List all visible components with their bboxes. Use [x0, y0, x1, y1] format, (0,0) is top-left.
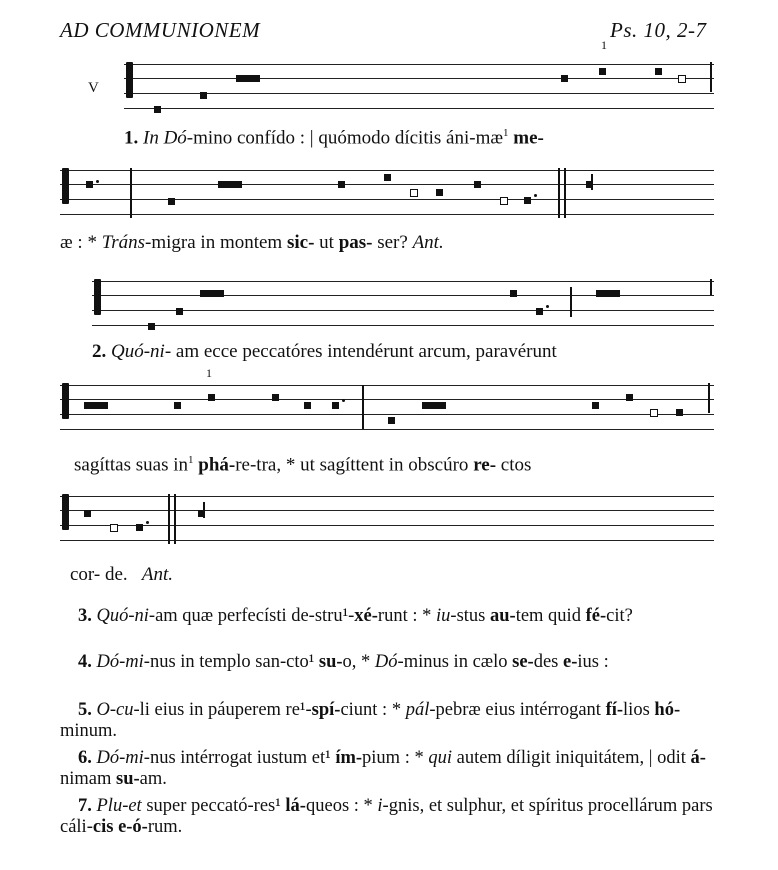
neume-note	[592, 402, 599, 409]
bar-line	[362, 385, 364, 429]
neume-note-hollow	[500, 197, 508, 205]
neume-note	[422, 402, 446, 409]
neume-note	[338, 181, 345, 188]
psalm-reference: Ps. 10, 2-7	[610, 18, 707, 42]
bar-line	[130, 168, 132, 218]
neume-note	[384, 174, 391, 181]
lyric-line-1: 1. In Dó-mino confído : | quómodo dícitis áni-$mæ^1$ me-	[124, 127, 544, 149]
neume-note	[148, 323, 155, 330]
neume-note	[536, 308, 543, 315]
neume-note	[86, 181, 93, 188]
neume-note	[626, 394, 633, 401]
lyric-line-4: sagíttas suas $in^1$ phá-re-tra, * ut sagíttent in obscúro re- ctos	[74, 454, 532, 476]
mode-letter: V	[88, 80, 99, 96]
double-bar-line	[168, 494, 170, 544]
do-clef-icon	[94, 279, 101, 315]
verse-4: 4. Dó-mi-nus in templo san-cto¹ su-o, * Dó-minus in cælo se-des e-ius :	[78, 652, 609, 672]
lyric-line-2: æ : * Tráns-migra in montem sic- ut pas- ser? Ant.	[60, 232, 444, 253]
staff-2	[60, 168, 714, 222]
neume-note	[218, 181, 242, 188]
page-title: AD COMMUNIONEM	[60, 18, 261, 42]
neume-note	[561, 75, 568, 82]
staff-4	[60, 383, 714, 437]
neume-note	[176, 308, 183, 315]
neume-note	[272, 394, 279, 401]
lyric-line-5: cor- de. Ant.	[70, 564, 174, 585]
bar-line	[570, 287, 572, 317]
reference-marker: 1	[601, 38, 607, 52]
do-clef-icon	[62, 494, 69, 530]
neume-note	[510, 290, 517, 297]
accent-marker: 1	[206, 366, 212, 380]
neume-note	[208, 394, 215, 401]
staff-3	[92, 279, 714, 333]
do-clef-icon	[62, 168, 69, 204]
neume-note	[436, 189, 443, 196]
verse-7: 7. Plu-et super peccató-res¹ lá-queos : * i-gnis, et sulphur, et spíritus procellárum pars cáli-cis e-ó-rum.	[60, 796, 713, 837]
neume-note	[84, 402, 108, 409]
neume-note	[136, 524, 143, 531]
neume-note	[388, 417, 395, 424]
verse-6: 6. Dó-mi-nus intérrogat iustum et¹ ím-pium : * qui autem díligit iniquitátem, | odit á-nimam su-am.	[60, 748, 706, 789]
bar-line	[710, 62, 712, 92]
neume-note	[332, 402, 339, 409]
staff-5	[60, 494, 714, 548]
neume-note-hollow	[110, 524, 118, 532]
neume-note-hollow	[650, 409, 658, 417]
staff-1	[124, 62, 714, 116]
neume-note	[154, 106, 161, 113]
verse-5: 5. O-cu-li eius in páuperem re¹-spí-ciunt : * pál-pebræ eius intérrogant fí-lios hó-minum.	[60, 700, 681, 741]
do-clef-icon	[126, 62, 133, 98]
neume-note	[596, 290, 620, 297]
neume-note	[236, 75, 260, 82]
do-clef-icon	[62, 383, 69, 419]
neume-note	[599, 68, 606, 75]
neume-note-hollow	[678, 75, 686, 83]
neume-note	[474, 181, 481, 188]
neume-note	[655, 68, 662, 75]
neume-note	[676, 409, 683, 416]
neume-note	[174, 402, 181, 409]
neume-note	[304, 402, 311, 409]
double-bar-line	[558, 168, 560, 218]
neume-note	[84, 510, 91, 517]
neume-note	[168, 198, 175, 205]
lyric-line-3: 2. Quó-ni- am ecce peccatóres intendérunt arcum, paravérunt	[92, 341, 557, 362]
neume-note	[524, 197, 531, 204]
neume-note	[200, 290, 224, 297]
neume-note	[200, 92, 207, 99]
verse-3: 3. Quó-ni-am quæ perfecísti de-stru¹-xé-runt : * iu-stus au-tem quid fé-cit?	[78, 606, 633, 626]
neume-note-hollow	[410, 189, 418, 197]
